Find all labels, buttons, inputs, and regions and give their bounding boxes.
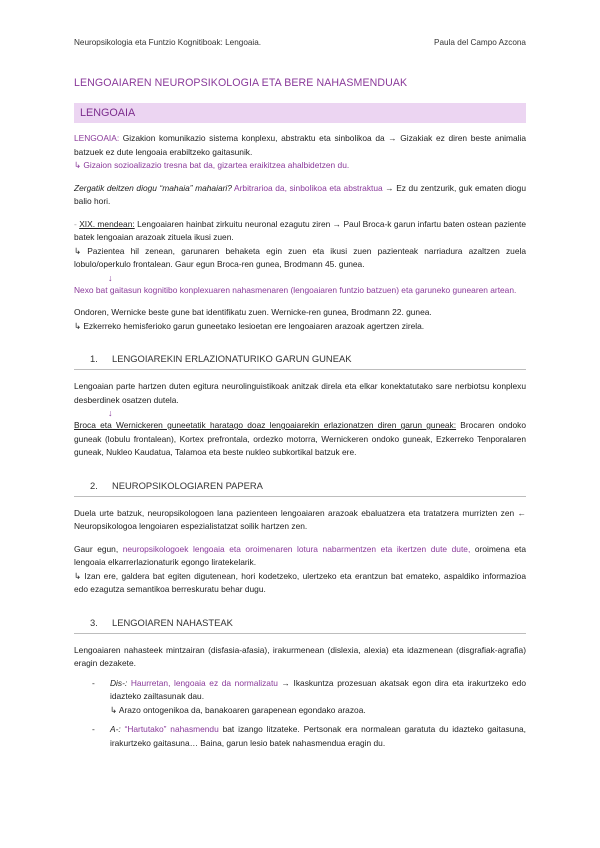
- subsection-heading-2: [74, 480, 526, 497]
- answer-text: Arbitrarioa da, sinbolikoa eta abstraktua: [231, 182, 383, 193]
- subsection-number: 1.: [90, 353, 98, 364]
- paragraph-past-role: Duela urte batzuk, neuropsikologoen lana pazienteen lengoaiaren arazoak ebaluatzera eta tratatzera murrizten zen ← Neuropsikologoa lengoiaren espezialistatzat soilik hartzen zen.: [74, 507, 526, 531]
- list-item: [74, 723, 526, 750]
- paragraph-broca: ↳ Pazientea hil zenean, garunaren behaketa egin zuen eta ikusi zuen pazienteak narriadura azaltzen zuela lobulo/operkulo frontalean. Gaur egun Broca-ren gunea, Brodmann 45. gunea.: [74, 245, 526, 269]
- question-text: Zergatik deitzen diogu “mahaia” mahaiari?: [74, 182, 232, 193]
- item-highlight: Haurretan, lengoaia ez da normalizatu: [127, 677, 278, 688]
- paragraph-areas: [74, 419, 526, 460]
- areas-text: Brocaren ondoko guneak (lobulu frontalean), Kortex prefrontala, ordezko motorra, Wernickeren ondoko guneak, Ezkerreko Tenporalaren guneak, Nukleo Kaudatua, Talamoa eta beste nukleo subkortikal batzuk ere.: [74, 420, 526, 457]
- list-item: [74, 677, 526, 718]
- disorder-list: [74, 677, 526, 751]
- term-lengoaia: LENGOAIA:: [74, 133, 120, 143]
- subsection-heading-3: [74, 617, 526, 634]
- subsection-title: LENGOIAREN NAHASTEAK: [112, 616, 233, 628]
- areas-lead: Broca eta Wernickeren guneetatik haratago doaz lengoaiarekin erlazionatzen diren garun guneak:: [74, 420, 457, 430]
- header-author: Paula del Campo Azcona: [434, 38, 526, 47]
- paragraph-disorders: Lengoaiaren nahasteek mintzairan (disfasia-afasia), irakurmenean (dislexia, alexia) eta idazmenean (disgrafiak-agrafia) eragin dezakete.: [74, 644, 526, 668]
- subsection-title: NEUROPSIKOLOGIAREN PAPERA: [112, 479, 263, 491]
- paragraph-question: [74, 182, 526, 209]
- paragraph-history: [74, 218, 526, 245]
- paragraph-structures: Lengoaian parte hartzen duten egitura neurolinguistikoak anitzak direla eta elkar konektatutako sare nerbiotsu konplexu desberdinek osatzen dutela.: [74, 381, 526, 405]
- item-text: → Ikaskuntza prozesuan akatsak egon dira eta irakurtzeko edo idazteko zailtasunak dau.: [110, 677, 526, 701]
- page-header: [74, 38, 526, 47]
- item-text: bat izango litzateke. Pertsonak era normalean garatuta du idazteko gaitasuna, irakurtzeko gaitasuna… Baina, garun lesio batek nahasmendua eragin du.: [110, 724, 527, 748]
- paragraph-definition: [74, 132, 526, 159]
- down-arrow: ↓: [108, 272, 113, 283]
- history-text: Lengoaiaren hainbat zirkuitu neuronal ezagutu ziren → Paul Broca-k garun infartu baten ostean paziente batek lengoaian arazoak zituela ikusi zuen.: [74, 218, 526, 242]
- paragraph-hemisphere: ↳ Ezkerreko hemisferioko garun guneetako lesioetan ere lengoaiaren arazoak agertzen zirela.: [74, 320, 425, 331]
- paragraph-today: [74, 543, 526, 570]
- history-bullet: -: [74, 218, 80, 229]
- list-dash: -: [92, 677, 95, 688]
- subsection-title: LENGOIAREKIN ERLAZIONATURIKO GARUN GUNEAK: [112, 353, 352, 364]
- subsection-heading-1: [74, 353, 526, 370]
- item-prefix: A-:: [110, 724, 121, 734]
- header-course: Neuropsikologia eta Funtzio Kognitiboak: Lengoaia.: [74, 38, 262, 47]
- definition-text: Gizakion komunikazio sistema konplexu, abstraktu eta sinbolikoa da → Gizakiak ez diren beste animalia batzuek ez dute lengoaia erabiltzeko gaitasunik.: [74, 133, 526, 157]
- subsection-number: 2.: [90, 479, 98, 491]
- item-highlight: “Hartutako” nahasmendu: [120, 724, 219, 734]
- today-highlight: neuropsikologoek lengoaia eta oroimenaren lotura nabarmentzen eta ikertzen dute dute,: [122, 543, 471, 554]
- history-era: XIX. mendean:: [79, 218, 135, 229]
- paragraph-wernicke: Ondoren, Wernicke beste gune bat identifikatu zuen. Wernicke-ren gunea, Brodmann 22. gunea.: [74, 307, 432, 317]
- paragraph-socialization: ↳ Gizaion sozioalizazio tresna bat da, gizartea eraikitzea ahalbidetzen du.: [74, 160, 350, 170]
- subsection-number: 3.: [90, 616, 98, 628]
- document-title: LENGOAIAREN NEUROPSIKOLOGIA ETA BERE NAHASMENDUAK: [74, 77, 408, 89]
- paragraph-nexo: Nexo bat gaitasun kognitibo konplexuaren nahasmenaren (lengoaiaren funtzio batzuen) eta garuneko gunearen artean.: [74, 284, 517, 295]
- item-subnote: ↳ Arazo ontogenikoa da, banakoaren garapenean egondako arazoa.: [110, 704, 366, 715]
- section-heading: LENGOAIA: [74, 103, 526, 123]
- today-rest: oroimena eta lengoaia elkarrerlazionaturik egongo liratekelarik.: [74, 543, 527, 567]
- answer-rest: → Ez du zentzurik, guk ematen diogu balio hori.: [74, 182, 526, 206]
- down-arrow: ↓: [108, 408, 113, 418]
- list-dash: -: [92, 724, 95, 734]
- paragraph-semantic: ↳ Izan ere, galdera bat egiten digutenean, hori kodetzeko, ulertzeko eta erantzun bat emateko, aspaldiko informazioa edo ezagutza semantikoa berreskuratu behar dugu.: [74, 570, 526, 594]
- today-lead: Gaur egun,: [74, 543, 123, 554]
- item-prefix: Dis-:: [110, 677, 128, 688]
